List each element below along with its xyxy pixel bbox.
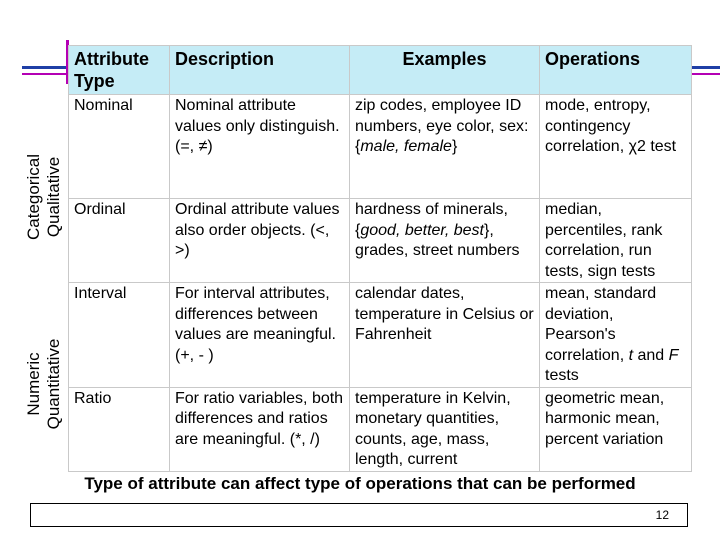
- operations-and: and: [633, 346, 669, 364]
- category-qualitative-text: Qualitative: [44, 156, 63, 238]
- examples-text: zip codes, employee ID numbers, eye color, sex: {: [355, 97, 529, 155]
- slide-caption: Type of attribute can affect type of operations that can be performed: [84, 474, 636, 493]
- page-number: 12: [655, 508, 669, 522]
- cell-description: Nominal attribute values only distinguish. (=, ≠): [170, 95, 350, 199]
- cell-description: Ordinal attribute values also order objects. (<, >): [170, 199, 350, 283]
- cell-operations: mode, entropy, contingency correlation, χ2 test: [540, 95, 692, 199]
- numeric-quantitative-label: [20, 300, 68, 468]
- examples-italic: good, better, best: [360, 221, 484, 239]
- cell-examples: temperature in Kelvin, monetary quantities, counts, age, mass, length, current: [350, 387, 540, 471]
- table-row-ratio: [69, 387, 692, 471]
- attribute-types-table: [68, 45, 691, 468]
- cell-type: Nominal: [69, 95, 170, 199]
- table-row-ordinal: [69, 199, 692, 283]
- header-operations: Operations: [540, 46, 692, 95]
- examples-tail: }, grades, street numbers: [355, 221, 520, 259]
- header-attribute-type: Attribute Type: [69, 46, 170, 95]
- operations-f-italic: F: [668, 346, 679, 364]
- cell-examples: calendar dates, temperature in Celsius or Fahrenheit: [350, 283, 540, 388]
- cell-type: Ordinal: [69, 199, 170, 283]
- cell-examples: [350, 95, 540, 199]
- category-quantitative-text: Quantitative: [44, 338, 63, 430]
- table-header-row: [69, 46, 692, 95]
- operations-tests: tests: [545, 367, 579, 384]
- examples-text: hardness of minerals, {: [355, 201, 508, 239]
- cell-operations: [540, 283, 692, 388]
- examples-italic: male, female: [360, 138, 452, 155]
- cell-description: For ratio variables, both differences and ratios are meaningful. (*, /): [170, 387, 350, 471]
- cell-type: Ratio: [69, 387, 170, 471]
- examples-tail: }: [451, 138, 458, 155]
- operations-t-italic: t: [628, 346, 634, 364]
- category-numeric-text: Numeric: [24, 352, 43, 416]
- categorical-qualitative-label: [20, 92, 68, 302]
- header-examples: Examples: [350, 46, 540, 95]
- cell-examples: [350, 199, 540, 283]
- cell-type: Interval: [69, 283, 170, 388]
- cell-description: For interval attributes, differences between values are meaningful. (+, - ): [170, 283, 350, 388]
- cell-operations: geometric mean, harmonic mean, percent variation: [540, 387, 692, 471]
- footer-bar: [30, 503, 688, 527]
- table-row-nominal: [69, 95, 692, 199]
- header-description: Description: [170, 46, 350, 95]
- category-categorical-text: Categorical: [24, 154, 43, 240]
- table-row-interval: [69, 283, 692, 388]
- cell-operations: median, percentiles, rank correlation, run tests, sign tests: [540, 199, 692, 283]
- operations-text: mean, standard deviation, Pearson's correlation,: [545, 285, 657, 364]
